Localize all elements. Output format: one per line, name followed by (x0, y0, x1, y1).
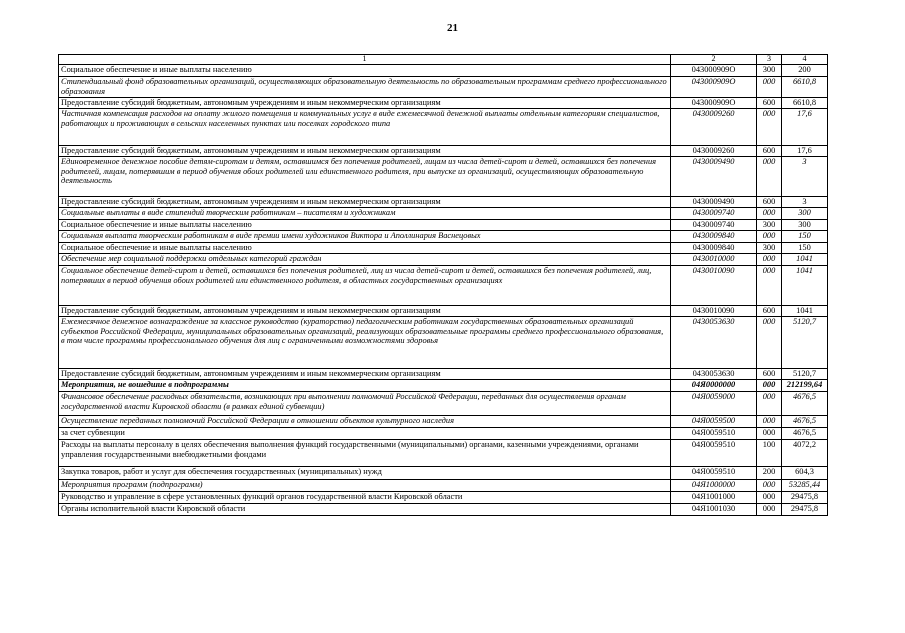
row-type-cell: 300 (757, 65, 782, 77)
table-row (59, 428, 828, 440)
row-name-cell: Социальное обеспечение и иные выплаты населению (59, 220, 671, 231)
table-row (59, 254, 828, 266)
table-row (59, 369, 828, 380)
row-sum-cell: 4676,5 (782, 392, 828, 416)
row-name-cell: Предоставление субсидий бюджетным, автономным учреждениям и иным некоммерческим организациям (59, 98, 671, 109)
header-cell-code: 2 (671, 55, 757, 65)
row-sum-cell: 5120,7 (782, 369, 828, 380)
row-type-cell: 200 (757, 467, 782, 480)
row-code-cell: 0430009840 (671, 243, 757, 254)
row-code-cell: 04Я1001030 (671, 504, 757, 516)
row-type-cell: 600 (757, 197, 782, 208)
row-name-cell: Социальное обеспечение детей-сирот и детей, оставшихся без попечения родителей, лиц из числа детей-сирот и детей, оставшихся без попечения родителей, лиц, потерявших в период обучения обоих родителей или единственного родителя, в областных государственных организациях (59, 266, 671, 306)
row-name-cell: Частичная компенсация расходов на оплату жилого помещения и коммунальных услуг в виде ежемесячной денежной выплаты отдельным категориям специалистов, работающих и проживающих в сельских населенных пунктах или поселках городского типа (59, 109, 671, 146)
row-sum-cell: 4676,5 (782, 416, 828, 428)
row-sum-cell: 6610,8 (782, 77, 828, 98)
table-row (59, 317, 828, 369)
row-type-cell: 000 (757, 428, 782, 440)
header-cell-name: 1 (59, 55, 671, 65)
row-code-cell: 0430009840 (671, 231, 757, 243)
row-sum-cell: 300 (782, 208, 828, 220)
row-code-cell: 0430009260 (671, 146, 757, 157)
row-sum-cell: 17,6 (782, 146, 828, 157)
row-name-cell: Предоставление субсидий бюджетным, автономным учреждениям и иным некоммерческим организациям (59, 369, 671, 380)
row-code-cell: 0430010090 (671, 266, 757, 306)
row-type-cell: 000 (757, 492, 782, 504)
row-name-cell: Расходы на выплаты персоналу в целях обеспечения выполнения функций государственными (муниципальными) органами, казенными учреждениями, органами управления государственными внебюджетными фондами (59, 440, 671, 467)
row-type-cell: 000 (757, 504, 782, 516)
table-header-row (59, 55, 828, 65)
row-code-cell: 0430009740 (671, 208, 757, 220)
row-name-cell: Закупка товаров, работ и услуг для обеспечения государственных (муниципальных) нужд (59, 467, 671, 480)
table-row (59, 306, 828, 317)
row-name-cell: Предоставление субсидий бюджетным, автономным учреждениям и иным некоммерческим организациям (59, 197, 671, 208)
table-row (59, 492, 828, 504)
row-name-cell: Обеспечение мер социальной поддержки отдельных категорий граждан (59, 254, 671, 266)
row-sum-cell: 300 (782, 220, 828, 231)
row-sum-cell: 5120,7 (782, 317, 828, 369)
row-name-cell: Финансовое обеспечение расходных обязательств, возникающих при выполнении полномочий Российской Федерации, переданных для осуществления органам государственной власти Кировской области (в рамках единой субвенции) (59, 392, 671, 416)
row-sum-cell: 17,6 (782, 109, 828, 146)
table-row (59, 392, 828, 416)
row-type-cell: 600 (757, 369, 782, 380)
row-code-cell: 043000909О (671, 77, 757, 98)
row-code-cell: 0430009260 (671, 109, 757, 146)
table-row (59, 65, 828, 77)
row-type-cell: 000 (757, 392, 782, 416)
row-name-cell: Мероприятия, не вошедшие в подпрограммы (59, 380, 671, 392)
row-name-cell: Ежемесячное денежное вознаграждение за классное руководство (кураторство) педагогическим работникам государственных образовательных организаций субъектов Российской Федерации, муниципальных образовательных организаций, реализующих образовательные программы среднего профессионального образования, в том числе программы профессионального обучения для лиц с ограниченными возможностями здоровья (59, 317, 671, 369)
table-row (59, 467, 828, 480)
row-type-cell: 000 (757, 416, 782, 428)
table-row (59, 98, 828, 109)
row-type-cell: 000 (757, 317, 782, 369)
row-name-cell: Органы исполнительной власти Кировской области (59, 504, 671, 516)
table-row (59, 220, 828, 231)
header-cell-type: 3 (757, 55, 782, 65)
header-cell-sum: 4 (782, 55, 828, 65)
row-name-cell: Мероприятия программ (подпрограмм) (59, 480, 671, 492)
row-sum-cell: 1041 (782, 254, 828, 266)
row-code-cell: 0430010090 (671, 306, 757, 317)
table-row (59, 231, 828, 243)
page-number: 21 (447, 22, 458, 34)
row-code-cell: 0430009490 (671, 157, 757, 197)
row-code-cell: 04Я0059000 (671, 392, 757, 416)
row-name-cell: Социальные выплаты в виде стипендий творческим работникам – писателям и художникам (59, 208, 671, 220)
row-type-cell: 000 (757, 266, 782, 306)
table-row (59, 504, 828, 516)
row-type-cell: 000 (757, 380, 782, 392)
row-code-cell: 04Я0059510 (671, 428, 757, 440)
row-sum-cell: 1041 (782, 266, 828, 306)
row-sum-cell: 150 (782, 231, 828, 243)
table-row (59, 416, 828, 428)
row-sum-cell: 6610,8 (782, 98, 828, 109)
row-sum-cell: 150 (782, 243, 828, 254)
table-row (59, 109, 828, 146)
row-code-cell: 04Я0000000 (671, 380, 757, 392)
row-code-cell: 0430010000 (671, 254, 757, 266)
row-type-cell: 000 (757, 157, 782, 197)
row-name-cell: Предоставление субсидий бюджетным, автономным учреждениям и иным некоммерческим организациям (59, 306, 671, 317)
row-sum-cell: 1041 (782, 306, 828, 317)
row-code-cell: 04Я0059510 (671, 467, 757, 480)
row-sum-cell: 3 (782, 197, 828, 208)
row-code-cell: 0430009490 (671, 197, 757, 208)
row-name-cell: Единовременное денежное пособие детям-сиротам и детям, оставшимся без попечения родителей, лицам из числа детей-сирот и детей, оставшихся без попечения родителей, лицам, потерявшим в период обучения обоих родителей или единственного родителя, при выпуске из организаций, осуществляющих образовательную деятельность (59, 157, 671, 197)
table-row (59, 243, 828, 254)
row-type-cell: 300 (757, 243, 782, 254)
row-code-cell: 04Я1001000 (671, 492, 757, 504)
table-row (59, 146, 828, 157)
row-name-cell: Предоставление субсидий бюджетным, автономным учреждениям и иным некоммерческим организациям (59, 146, 671, 157)
row-type-cell: 300 (757, 220, 782, 231)
row-code-cell: 0430053630 (671, 317, 757, 369)
table-row (59, 208, 828, 220)
row-name-cell: Стипендиальный фонд образовательных организаций, осуществляющих образовательную деятельность по образовательным программам среднего профессионального образования (59, 77, 671, 98)
row-sum-cell: 29475,8 (782, 492, 828, 504)
row-sum-cell: 4676,5 (782, 428, 828, 440)
row-code-cell: 0430009740 (671, 220, 757, 231)
table-row (59, 77, 828, 98)
row-code-cell: 04Я0059500 (671, 416, 757, 428)
table-row (59, 380, 828, 392)
row-type-cell: 600 (757, 306, 782, 317)
row-type-cell: 000 (757, 254, 782, 266)
row-sum-cell: 53285,44 (782, 480, 828, 492)
budget-table (58, 54, 828, 516)
row-code-cell: 0430053630 (671, 369, 757, 380)
table-row (59, 197, 828, 208)
row-type-cell: 000 (757, 231, 782, 243)
row-code-cell: 043000909О (671, 98, 757, 109)
row-sum-cell: 3 (782, 157, 828, 197)
row-type-cell: 600 (757, 98, 782, 109)
row-code-cell: 04Я0059510 (671, 440, 757, 467)
row-type-cell: 100 (757, 440, 782, 467)
row-type-cell: 000 (757, 208, 782, 220)
row-name-cell: Осуществление переданных полномочий Российской Федерации в отношении объектов культурного наследия (59, 416, 671, 428)
row-name-cell: Социальное обеспечение и иные выплаты населению (59, 243, 671, 254)
row-type-cell: 000 (757, 77, 782, 98)
row-type-cell: 000 (757, 480, 782, 492)
row-type-cell: 600 (757, 146, 782, 157)
row-name-cell: за счет субвенции (59, 428, 671, 440)
table-row (59, 266, 828, 306)
row-name-cell: Руководство и управление в сфере установленных функций органов государственной власти Кировской области (59, 492, 671, 504)
table-row (59, 480, 828, 492)
row-code-cell: 04Я1000000 (671, 480, 757, 492)
row-code-cell: 043000909О (671, 65, 757, 77)
row-type-cell: 000 (757, 109, 782, 146)
row-sum-cell: 4072,2 (782, 440, 828, 467)
row-sum-cell: 29475,8 (782, 504, 828, 516)
table-row (59, 157, 828, 197)
row-name-cell: Социальная выплата творческим работникам в виде премии имени художников Виктора и Аполлинария Васнецовых (59, 231, 671, 243)
row-sum-cell: 604,3 (782, 467, 828, 480)
table-row (59, 440, 828, 467)
row-sum-cell: 200 (782, 65, 828, 77)
row-name-cell: Социальное обеспечение и иные выплаты населению (59, 65, 671, 77)
row-sum-cell: 212199,64 (782, 380, 828, 392)
